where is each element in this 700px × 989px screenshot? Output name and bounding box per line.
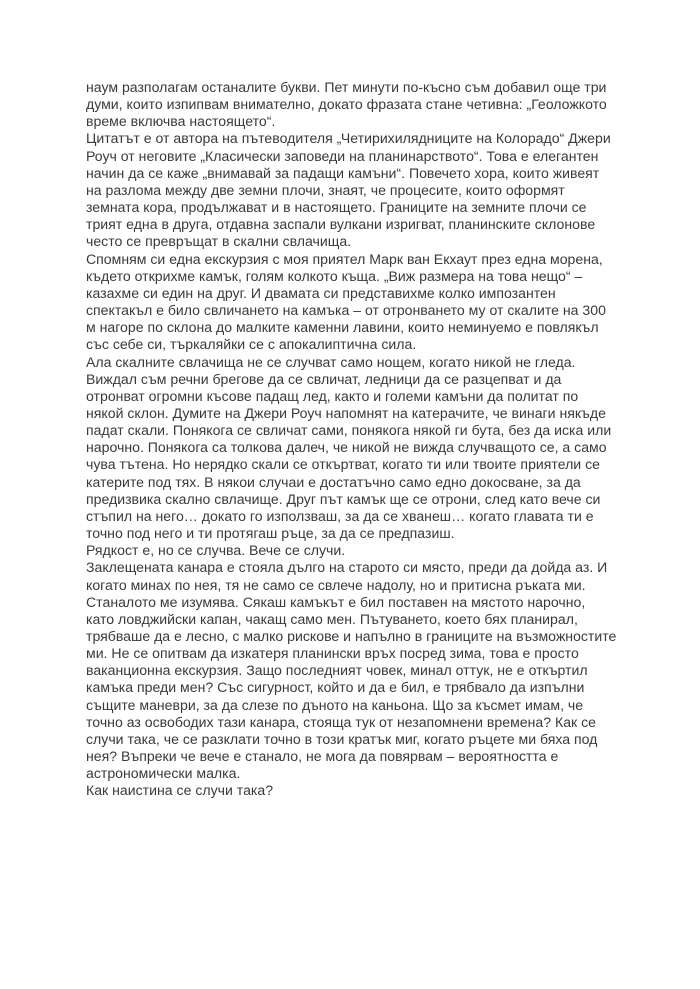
text-line: време включва настоящето“.: [86, 113, 276, 130]
text-line: Виждал съм речни брегове да се свличат, ледници да се разцепват и да: [86, 370, 562, 387]
text-line: м нагоре по склона до малките каменни лавини, които неминуемо е повлякъл: [86, 319, 599, 336]
text-line: трябваше да е лесно, с малко рискове и напълно в границите на възможностите: [86, 628, 617, 644]
text-line: начин да се каже „внимавай за падащи камъни“. Повечето хора, които живеят: [86, 164, 600, 181]
text-line: Цитатът е от автора на пътеводителя „Четирихилядниците на Колорадо“ Джери: [86, 130, 611, 147]
text-line: Станалото ме изумява. Сякаш камъкът е бил поставен на мястото нарочно,: [86, 593, 586, 610]
text-line: Спомням си една екскурзия с моя приятел Марк ван Екхаут през една морена,: [86, 250, 603, 267]
text-line: Рядкост е, но се случва. Вече се случи.: [86, 542, 346, 559]
text-line: нарочно. Понякога са толкова далеч, че никой не вижда случващото се, а само: [86, 439, 607, 456]
text-line: като ловджийски капан, чакащ само мен. Пътуването, което бях планирал,: [86, 610, 578, 627]
text-line: падат скали. Понякога се свличат сами, понякога някой ги бута, без да иска или: [86, 422, 612, 439]
text-line: стъпил на него… докато го използваш, за да се хванеш… когато главата ти е: [86, 507, 594, 524]
text-line: катерите под тях. В някои случаи е достатъчно само едно докосване, за да: [86, 473, 581, 490]
text-line: камъка преди мен? Със сигурност, който и да е бил, е трябвало да изпълни: [86, 679, 585, 696]
text-line: предизвика скално свлачище. Друг път камък ще се отрони, след като вече си: [86, 490, 601, 507]
text-line: когато минах по нея, тя не само се свлече надолу, но и притисна ръката ми.: [86, 576, 586, 593]
text-line: трият една в друга, отдавна заспали вулкани изригват, планинските склонове: [86, 216, 596, 233]
text-line: на разлома между две земни плочи, знаят, че процесите, които оформят: [86, 181, 565, 198]
text-line: нея? Въпреки че вече е станало, не мога да повярвам – вероятността е: [86, 748, 559, 765]
text-line: Ала скалните свлачища не се случват само нощем, когато никой не гледа.: [86, 353, 576, 370]
text-line: думи, които изпипвам внимателно, докато фразата стане четивна: „Геоложкото: [86, 96, 607, 113]
text-line: точно под него и ти протягаш ръце, за да се предпазиш.: [86, 525, 455, 542]
text-line: наум разполагам останалите букви. Пет минути по-късно съм добавил още три: [86, 79, 607, 95]
text-line: чува тътена. Но нерядко скали се откъртват, когато ти или твоите приятели се: [86, 456, 600, 473]
text-line: ми. Не се опитвам да изкатеря планински връх посред зима, това е просто: [86, 645, 579, 662]
text-line: спектакъл е било свличането на камъка – от отронването му от скалите на 300: [86, 302, 606, 319]
text-line: някой склон. Думите на Джери Роуч напомнят на катерачите, че винаги някъде: [86, 404, 606, 421]
text-line: астрономически малка.: [86, 765, 241, 782]
text-line: същите маневри, за да слезе по дъното на каньона. Що за късмет имам, че: [86, 696, 584, 713]
text-line: Как наистина се случи така?: [86, 782, 274, 799]
text-line: земната кора, продължават и в настоящето. Границите на земните плочи се: [86, 199, 587, 216]
body-text: [86, 79, 621, 800]
text-line: Роуч от неговите „Класически заповеди на планинарството“. Това е елегантен: [86, 147, 599, 164]
text-line: Заклещената канара е стояла дълго на старото си място, преди да дойда аз. И: [86, 559, 608, 576]
text-line: често се превръщат в скални свлачища.: [86, 233, 352, 250]
text-line: със себе си, търкаляйки се с апокалиптична сила.: [86, 336, 417, 353]
text-line: случи така, че се разклати точно в този кратък миг, когато ръцете ми бяха под: [86, 730, 598, 747]
text-line: казахме си един на друг. И двамата си представихме колко импозантен: [86, 284, 556, 301]
text-line: точно аз освободих тази канара, стояща тук от незапомнени времена? Как се: [86, 713, 596, 730]
text-line: отронват огромни късове падащ лед, както и големи камъни да политат по: [86, 387, 579, 404]
text-line: ваканционна екскурзия. Защо последният човек, минал оттук, не е откъртил: [86, 662, 588, 679]
text-line: където открихме камък, голям колкото къща. „Виж размера на това нещо“ –: [86, 267, 583, 284]
